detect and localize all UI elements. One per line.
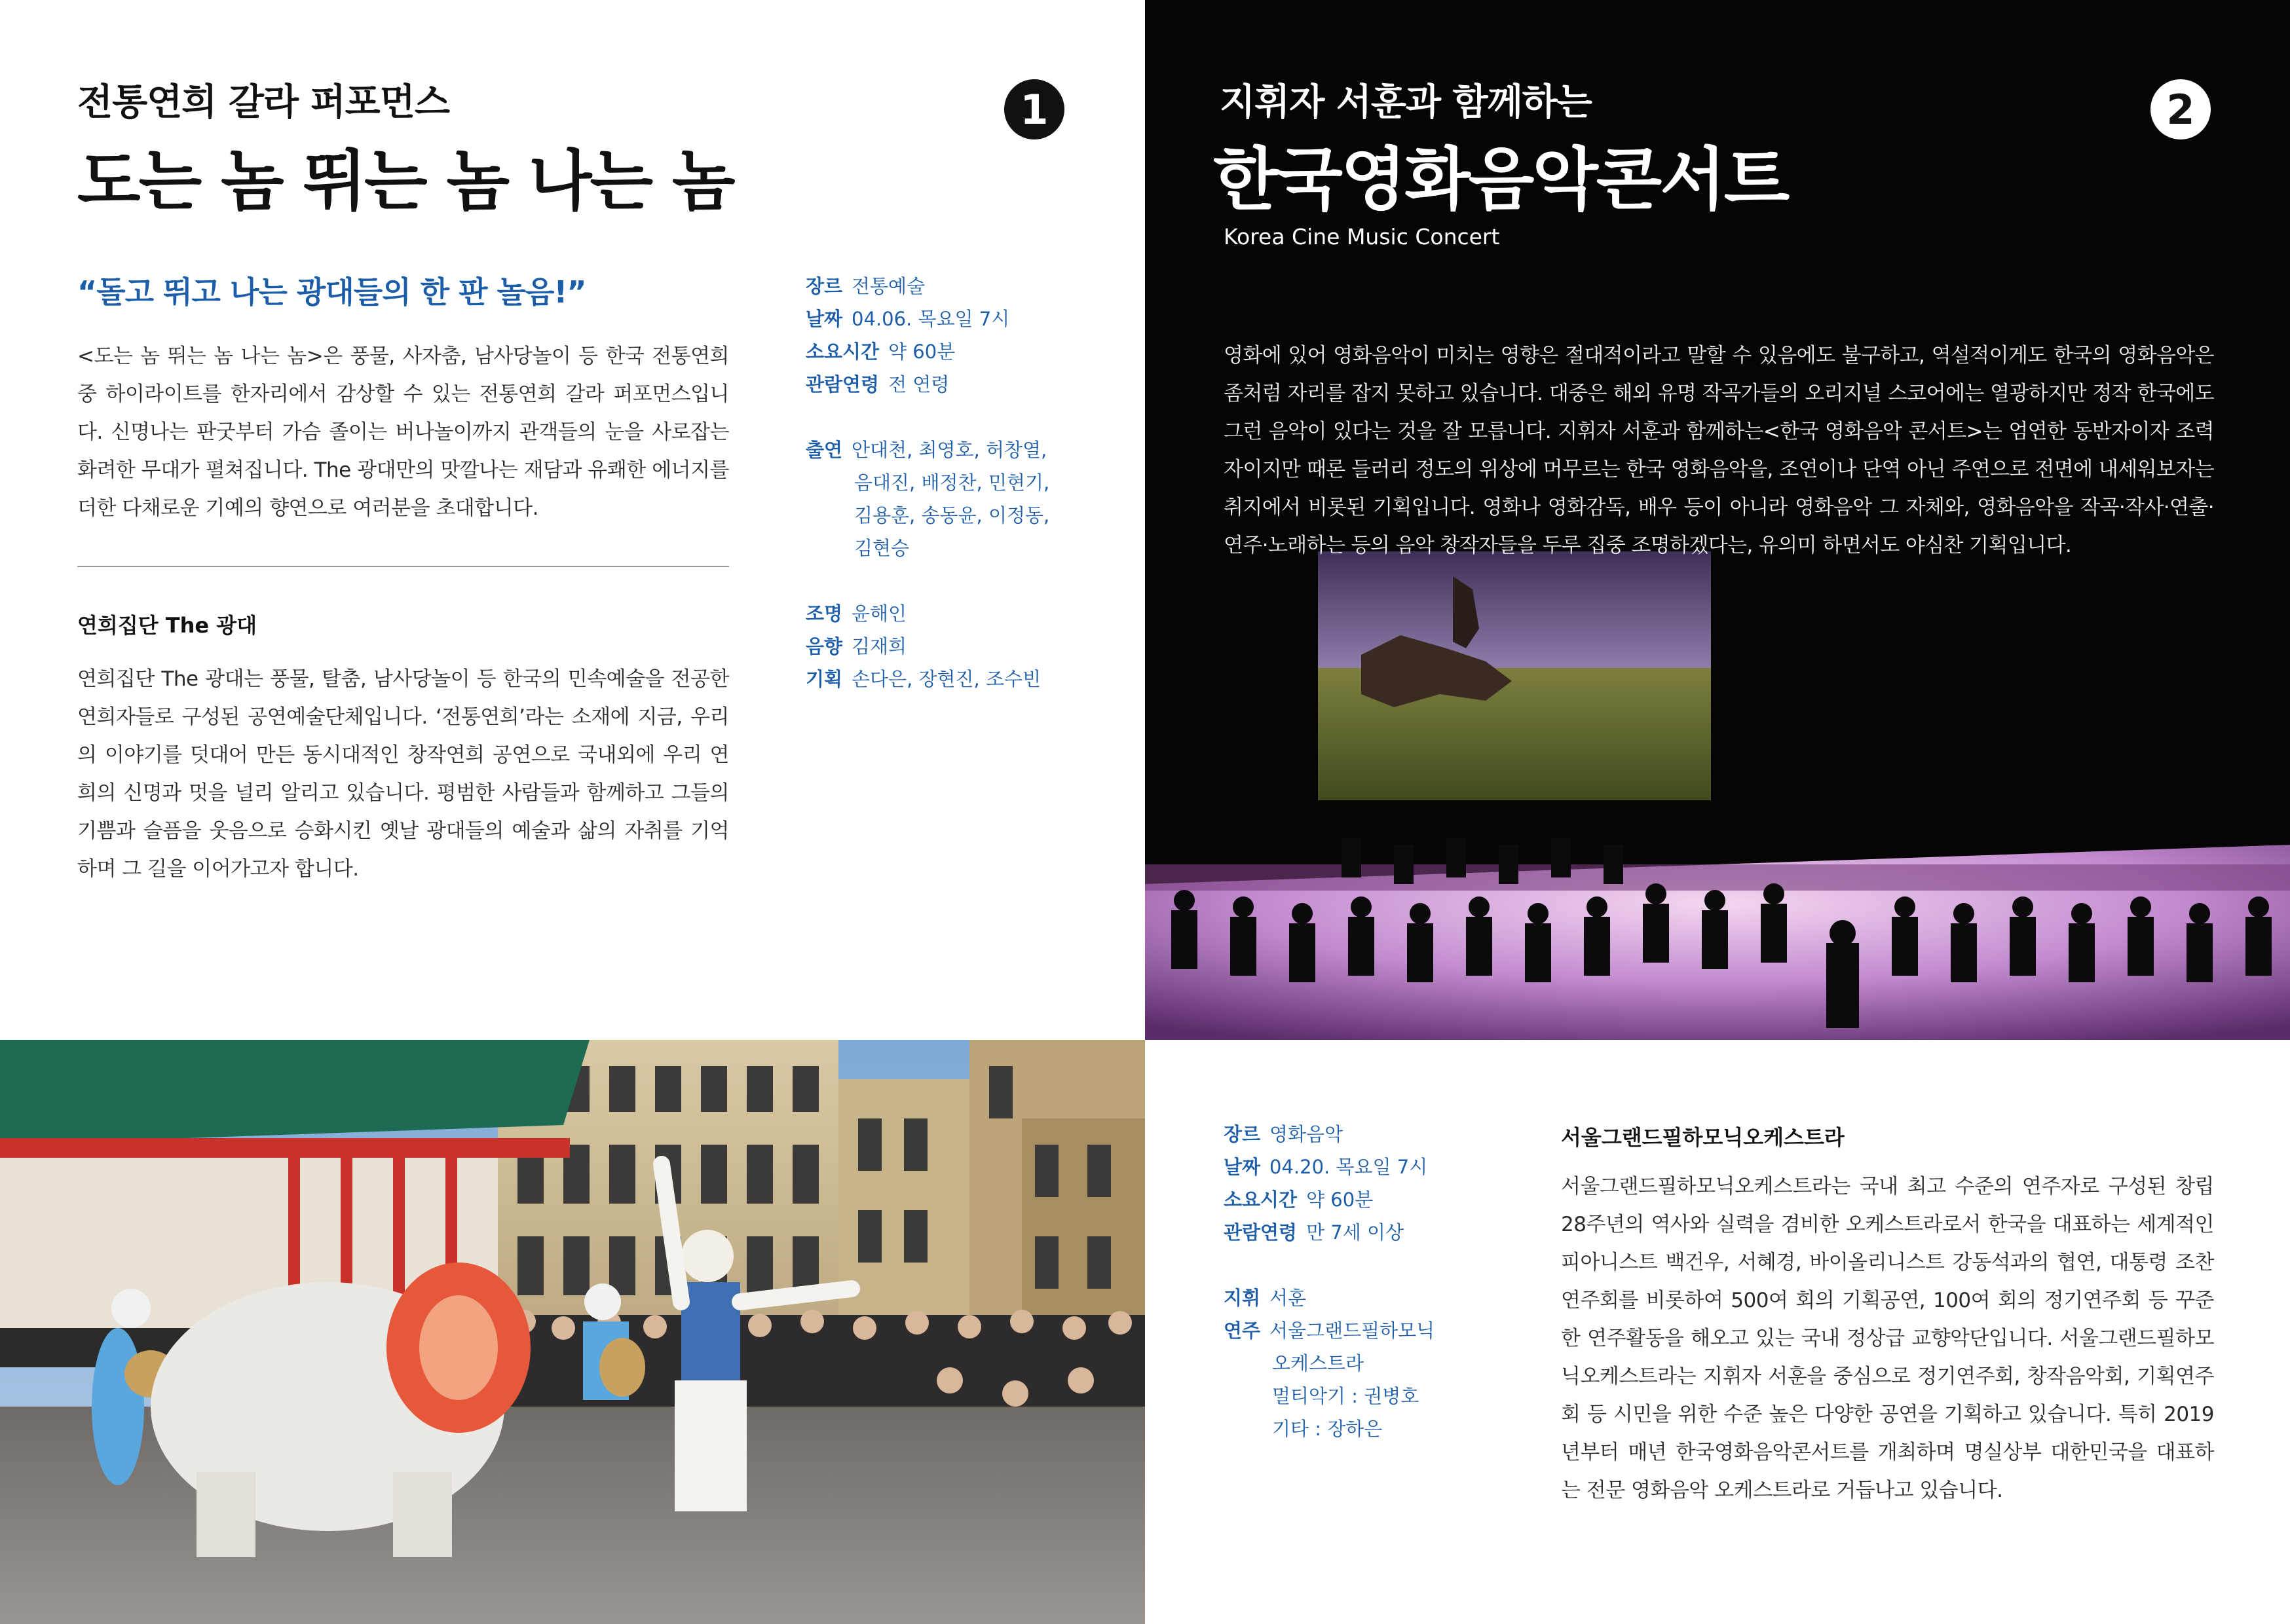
info-value: 04.06. 목요일 7시 <box>852 308 1010 330</box>
left-title-main: 도는 놈 뛰는 놈 나는 놈 <box>77 142 734 219</box>
info-key: 관람연령 <box>806 373 880 396</box>
info-cast-line: 음대진, 배정찬, 민현기, <box>854 471 1050 494</box>
info-row-duration <box>1224 1183 1531 1216</box>
info-key: 날짜 <box>1224 1156 1261 1178</box>
info-value: 안대천, 최영호, 허창열, <box>852 439 1047 461</box>
info-key: 장르 <box>806 275 843 297</box>
info-row-sound <box>806 630 1114 663</box>
info-key: 지휘 <box>1224 1287 1261 1309</box>
info-value: 약 60분 <box>1306 1189 1374 1211</box>
info-row-performer <box>1224 1314 1531 1347</box>
info-key: 소요시간 <box>1224 1189 1298 1211</box>
info-value: 서울그랜드필하모닉 <box>1269 1320 1435 1342</box>
info-value: 전통예술 <box>852 275 926 297</box>
info-key: 관람연령 <box>1224 1221 1298 1244</box>
right-group-paragraph: 서울그랜드필하모닉오케스트라는 국내 최고 수준의 연주자로 구성된 창립 28주년의 역사와 실력을 겸비한 오케스트라로서 한국을 대표하는 세계적인 피아니스트 백건우, 서혜경, 바이올리니스트 강동석과의 협연, 대통령 조찬 연주회를 비롯하여 500여 회의 기획공연, 100여 회의 정기연주회 등 꾸준한 연주활동을 해오고 있는 국내 정상급 교향악단입니다. 서울그랜드필하모닉오케스트라는 지휘자 서훈을 중심으로 정기연주회, 창작음악회, 기획연주회 등 시민을 위한 수준 높은 다양한 공연을 기획하고 있습니다. 특히 2019년부터 매년 한국영화음악콘서트를 개최하며 명실상부 대한민국을 대표하는 전문 영화음악 오케스트라로 거듭나고 있습니다. <box>1561 1175 2214 1502</box>
info-cast-line: 김현승 <box>854 537 910 559</box>
right-number-badge: 2 <box>2150 79 2211 139</box>
info-value: 서훈 <box>1269 1287 1307 1309</box>
info-key: 기획 <box>806 668 843 690</box>
left-quote: “돌고 뛰고 나는 광대들의 한 판 놀음!” <box>77 274 586 310</box>
info-key: 연주 <box>1224 1320 1261 1342</box>
info-row-date <box>1224 1151 1531 1183</box>
info-value: 손다은, 장현진, 조수빈 <box>852 668 1042 690</box>
performance-photo <box>0 1040 1145 1624</box>
info-value: 만 7세 이상 <box>1306 1221 1404 1244</box>
left-title-sub: 전통연희 갈라 퍼포먼스 <box>77 81 449 124</box>
right-intro-paragraph: 영화에 있어 영화음악이 미치는 영향은 절대적이라고 말할 수 있음에도 불구하고, 역설적이게도 한국의 영화음악은 좀처럼 자리를 잡지 못하고 있습니다. 대중은 해외 유명 작곡가들의 오리지널 스코어에는 열광하지만 정작 한국에도 그런 음악이 있다는 것을 잘 모릅니다. 지휘자 서훈과 함께하는<한국 영화음악 콘서트>는 엄연한 동반자이자 조력자이지만 때론 들러리 정도의 위상에 머무르는 한국 영화음악을, 조연이나 단역 아닌 주연으로 전면에 내세워보자는 취지에서 비롯된 기획입니다. 영화나 영화감독, 배우 등이 아니라 영화음악 그 자체와, 영화음악을 작곡·작사·연출·연주·노래하는 등의 음악 창작자들을 두루 집중 조명하겠다는, 유의미 하면서도 야심찬 기획입니다. <box>1224 344 2214 557</box>
info-row-cast <box>806 434 1114 466</box>
info-row-genre <box>806 270 1114 303</box>
info-row-planning <box>806 663 1114 695</box>
info-value: 04.20. 목요일 7시 <box>1269 1156 1428 1178</box>
left-info-block <box>806 270 1114 695</box>
info-gap <box>806 401 1114 434</box>
info-key: 음향 <box>806 635 843 657</box>
left-number-badge: 1 <box>1004 79 1064 139</box>
info-performer-line: 기타 : 장하은 <box>1272 1418 1383 1440</box>
info-row-genre <box>1224 1118 1531 1151</box>
info-value: 김재희 <box>852 635 907 657</box>
info-value: 영화음악 <box>1269 1123 1343 1145</box>
info-performer-line: 멀티악기 : 권병호 <box>1272 1385 1419 1407</box>
info-row-lighting <box>806 597 1114 630</box>
info-row-age <box>806 368 1114 401</box>
info-key: 장르 <box>1224 1123 1261 1145</box>
performance-photo-illustration <box>0 1040 1145 1624</box>
info-key: 출연 <box>806 439 843 461</box>
right-title-english: Korea Cine Music Concert <box>1224 224 1500 249</box>
left-intro-paragraph: <도는 놈 뛰는 놈 나는 놈>은 풍물, 사자춤, 남사당놀이 등 한국 전통연희 중 하이라이트를 한자리에서 감상할 수 있는 전통연희 갈라 퍼포먼스입니다. 신명나는 판굿부터 가슴 졸이는 버나놀이까지 관객들의 눈을 사로잡는 화려한 무대가 펼쳐집니다. The 광대만의 맛깔나는 재담과 유쾌한 에너지를 더한 다채로운 기예의 향연으로 여러분을 초대합니다. <box>77 344 729 520</box>
info-performer-line: 오케스트라 <box>1272 1352 1364 1375</box>
info-key: 조명 <box>806 602 843 625</box>
info-key: 날짜 <box>806 308 843 330</box>
info-value: 전 연령 <box>888 373 950 396</box>
right-title-sub: 지휘자 서훈과 함께하는 <box>1220 81 1592 124</box>
right-group-title: 서울그랜드필하모닉오케스트라 <box>1561 1125 1845 1150</box>
left-divider <box>77 566 729 567</box>
info-gap <box>1224 1249 1531 1282</box>
info-cast-line: 김용훈, 송동윤, 이정동, <box>854 504 1050 526</box>
info-key: 소요시간 <box>806 341 880 363</box>
right-title-main: 한국영화음악콘서트 <box>1213 139 1788 219</box>
info-row-age <box>1224 1216 1531 1249</box>
info-value: 윤해인 <box>852 602 907 625</box>
info-gap <box>806 564 1114 597</box>
info-row-date <box>806 303 1114 335</box>
info-row-duration <box>806 335 1114 368</box>
info-row-conductor <box>1224 1282 1531 1314</box>
left-group-title: 연희집단 The 광대 <box>77 613 257 638</box>
left-group-paragraph: 연희집단 The 광대는 풍물, 탈춤, 남사당놀이 등 한국의 민속예술을 전공한 연희자들로 구성된 공연예술단체입니다. ‘전통연희’라는 소재에 지금, 우리의 이야기를 덧대어 만든 동시대적인 창작연희 공연으로 국내외에 우리 연희의 신명과 멋을 널리 알리고 있습니다. 평범한 사람들과 함께하고 그들의 기쁨과 슬픔을 웃음으로 승화시킨 옛날 광대들의 예술과 삶의 자취를 기억하며 그 길을 이어가고자 합니다. <box>77 667 729 881</box>
right-info-block <box>1224 1118 1531 1445</box>
info-value: 약 60분 <box>888 341 956 363</box>
